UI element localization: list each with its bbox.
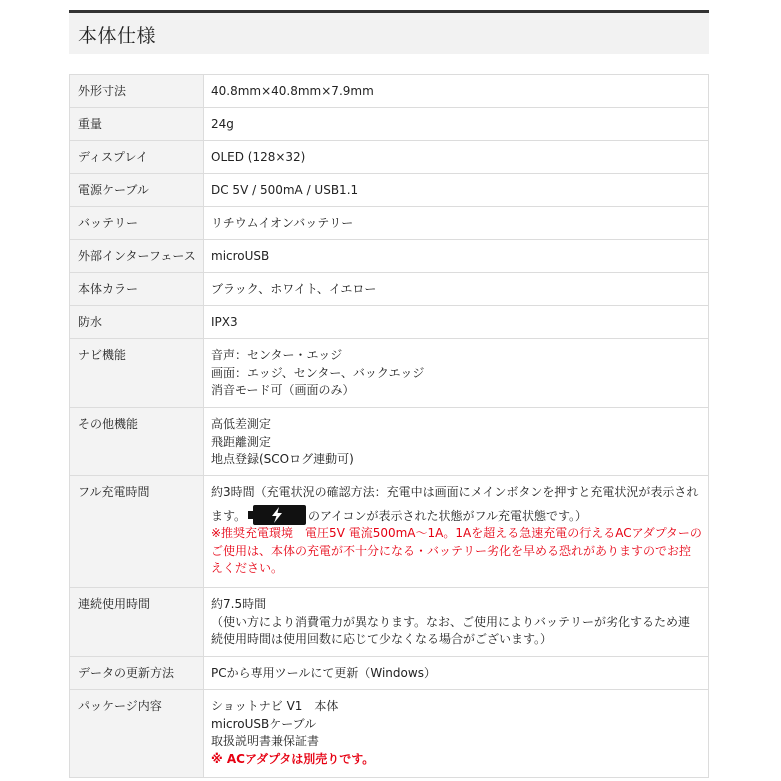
row-value: microUSB: [204, 240, 709, 273]
table-row: [70, 339, 709, 408]
row-value: [204, 339, 709, 408]
row-label: 重量: [70, 108, 204, 141]
row-label: 外形寸法: [70, 75, 204, 108]
package-line: 取扱説明書兼保証書: [211, 734, 320, 748]
other-line: 飛距離測定: [211, 434, 272, 449]
row-value: リチウムイオンバッテリー: [204, 207, 709, 240]
row-value: OLED (128×32): [204, 141, 709, 174]
table-row: [70, 306, 709, 339]
table-row: [70, 657, 709, 690]
row-label: 本体カラー: [70, 273, 204, 306]
charge-line: 約3時間（充電状況の確認方法：充電中は画面にメインボタンを押すと充電状況が表示され: [211, 485, 699, 499]
navi-line: 画面：エッジ、センター、バックエッジ: [211, 365, 425, 380]
navi-line: 消音モード可（画面のみ）: [211, 383, 355, 397]
other-line: 地点登録(SCOログ連動可): [211, 452, 354, 466]
row-label: ディスプレイ: [70, 141, 204, 174]
section-header: [69, 10, 709, 54]
navi-line: 音声：センター・エッジ: [211, 348, 343, 362]
table-row: [70, 476, 709, 588]
row-value: [204, 588, 709, 657]
row-label: バッテリー: [70, 207, 204, 240]
table-row: [70, 273, 709, 306]
battery-charging-icon: [248, 505, 306, 525]
continuous-note: （使い方により消費電力が異なります。なお、ご使用によりバッテリーが劣化するため連続使用時間は使用回数に応じて少なくなる場合がございます。）: [211, 614, 691, 646]
row-label: データの更新方法: [70, 657, 204, 690]
charge-line-2-start: ます。: [211, 508, 247, 523]
row-label: 電源ケーブル: [70, 174, 204, 207]
charge-warning: ※推奨充電環境 電圧5V 電流500mA〜1A。1Aを超える急速充電の行えるACアダプターのご使用は、本体の充電が不十分になる・バッテリー劣化を早める恐れがありますのでお控えください。: [211, 526, 702, 575]
row-value: 24g: [204, 108, 709, 141]
table-row: [70, 588, 709, 657]
row-label: 連続使用時間: [70, 588, 204, 657]
table-row: [70, 141, 709, 174]
spec-table: [69, 74, 709, 778]
row-value: ブラック、ホワイト、イエロー: [204, 273, 709, 306]
row-label: パッケージ内容: [70, 690, 204, 778]
row-value: [204, 690, 709, 778]
table-row: [70, 408, 709, 476]
row-value: IPX3: [204, 306, 709, 339]
table-row: [70, 207, 709, 240]
row-label: 防水: [70, 306, 204, 339]
row-value: DC 5V / 500mA / USB1.1: [204, 174, 709, 207]
table-row: [70, 174, 709, 207]
package-line: microUSBケーブル: [211, 716, 317, 731]
charge-line-2: [211, 505, 702, 526]
other-line: 高低差測定: [211, 417, 272, 431]
table-row: [70, 690, 709, 778]
table-row: [70, 240, 709, 273]
row-value: 40.8mm×40.8mm×7.9mm: [204, 75, 709, 108]
row-label: フル充電時間: [70, 476, 204, 588]
charge-line-2-end: のアイコンが表示された状態がフル充電状態です。）: [308, 508, 588, 523]
section-title: 本体仕様: [78, 25, 157, 47]
row-value: [204, 408, 709, 476]
table-row: [70, 108, 709, 141]
row-value: PCから専用ツールにて更新（Windows）: [204, 657, 709, 690]
package-note: ※ ACアダプタは別売りです。: [211, 751, 375, 766]
table-row: [70, 75, 709, 108]
row-label: ナビ機能: [70, 339, 204, 408]
row-value: [204, 476, 709, 588]
continuous-line: 約7.5時間: [211, 597, 267, 611]
row-label: その他機能: [70, 408, 204, 476]
package-line: ショットナビ V1 本体: [211, 699, 339, 713]
row-label: 外部インターフェース: [70, 240, 204, 273]
